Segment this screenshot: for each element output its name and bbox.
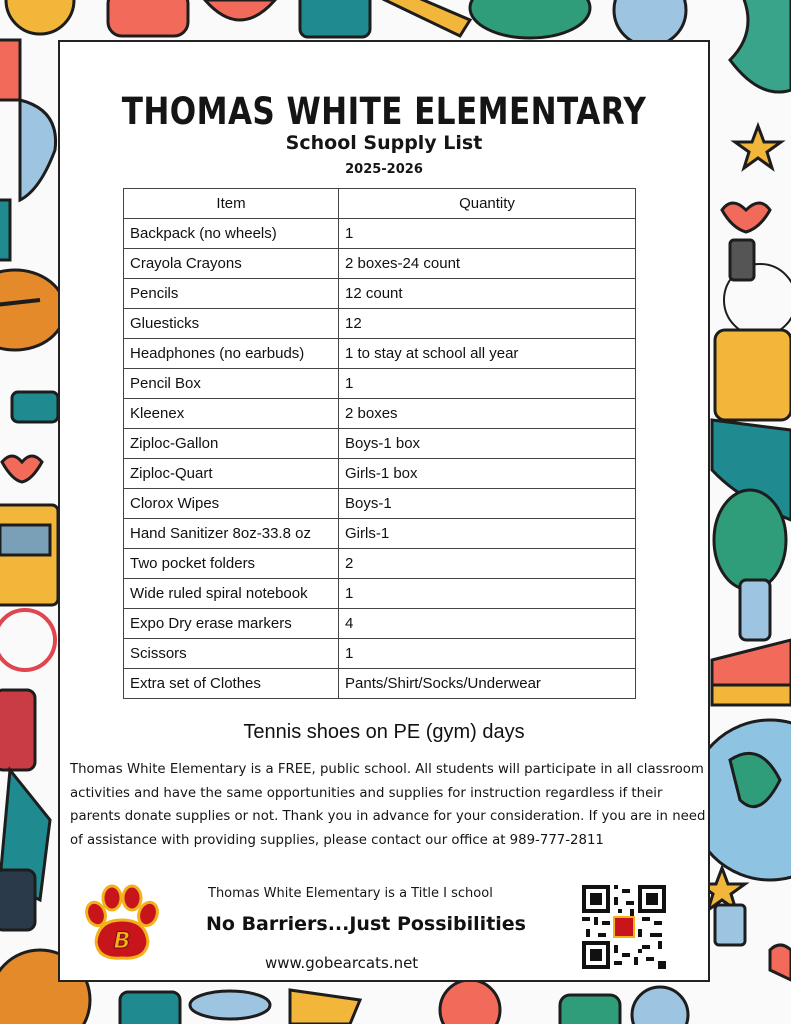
table-row [124,309,636,339]
quantity-cell: Pants/Shirt/Socks/Underwear [339,669,636,699]
item-cell: Extra set of Clothes [124,669,339,699]
item-cell: Expo Dry erase markers [124,609,339,639]
free-school-policy-text: Thomas White Elementary is a FREE, public school. All students will participate in all classroom activities and have the same opportunities and supplies for instruction regardless if their parents donate supplies or not. Thank you in advance for your consideration. If you are in need of assistance with providing supplies, please contact our office at 989-777-2811 [70,762,706,848]
table-header-row [124,189,636,219]
quantity-cell: 1 [339,579,636,609]
item-cell: Gluesticks [124,309,339,339]
quantity-cell: 2 boxes [339,399,636,429]
school-name-heading: THOMAS WHITE ELEMENTARY [121,90,647,133]
website-url: www.gobearcats.net [265,954,419,972]
table-row [124,669,636,699]
column-header-item: Item [124,189,339,219]
table-row [124,219,636,249]
quantity-cell: Girls-1 [339,519,636,549]
quantity-cell: Boys-1 box [339,429,636,459]
column-header-quantity: Quantity [339,189,636,219]
table-row [124,339,636,369]
item-cell: Kleenex [124,399,339,429]
item-cell: Ziploc-Quart [124,459,339,489]
qr-code-icon [582,885,666,969]
quantity-cell: Boys-1 [339,489,636,519]
quantity-cell: 1 [339,219,636,249]
table-row [124,369,636,399]
table-row [124,459,636,489]
table-row [124,429,636,459]
table-row [124,249,636,279]
table-row [124,519,636,549]
supply-table-body [124,219,636,699]
bearcat-paw-icon [80,884,164,964]
item-cell: Backpack (no wheels) [124,219,339,249]
supply-list-subtitle: School Supply List [285,132,483,154]
table-row [124,399,636,429]
item-cell: Two pocket folders [124,549,339,579]
quantity-cell: 1 to stay at school all year [339,339,636,369]
supply-list-card [58,40,710,982]
tennis-shoes-note: Tennis shoes on PE (gym) days [243,721,525,743]
quantity-cell: 1 [339,369,636,399]
item-cell: Pencil Box [124,369,339,399]
item-cell: Clorox Wipes [124,489,339,519]
table-row [124,639,636,669]
title-one-statement: Thomas White Elementary is a Title I school [208,886,493,901]
paw-logo-letter: B [113,929,131,954]
quantity-cell: Girls-1 box [339,459,636,489]
quantity-cell: 4 [339,609,636,639]
school-year: 2025-2026 [345,162,423,177]
quantity-cell: 2 [339,549,636,579]
item-cell: Crayola Crayons [124,249,339,279]
quantity-cell: 12 count [339,279,636,309]
item-cell: Pencils [124,279,339,309]
item-cell: Ziploc-Gallon [124,429,339,459]
table-row [124,579,636,609]
quantity-cell: 12 [339,309,636,339]
table-row [124,279,636,309]
item-cell: Scissors [124,639,339,669]
quantity-cell: 2 boxes-24 count [339,249,636,279]
table-row [124,549,636,579]
table-row [124,609,636,639]
item-cell: Headphones (no earbuds) [124,339,339,369]
item-cell: Wide ruled spiral notebook [124,579,339,609]
item-cell: Hand Sanitizer 8oz-33.8 oz [124,519,339,549]
supply-table [123,188,636,699]
school-motto: No Barriers...Just Possibilities [206,913,526,935]
quantity-cell: 1 [339,639,636,669]
table-row [124,489,636,519]
